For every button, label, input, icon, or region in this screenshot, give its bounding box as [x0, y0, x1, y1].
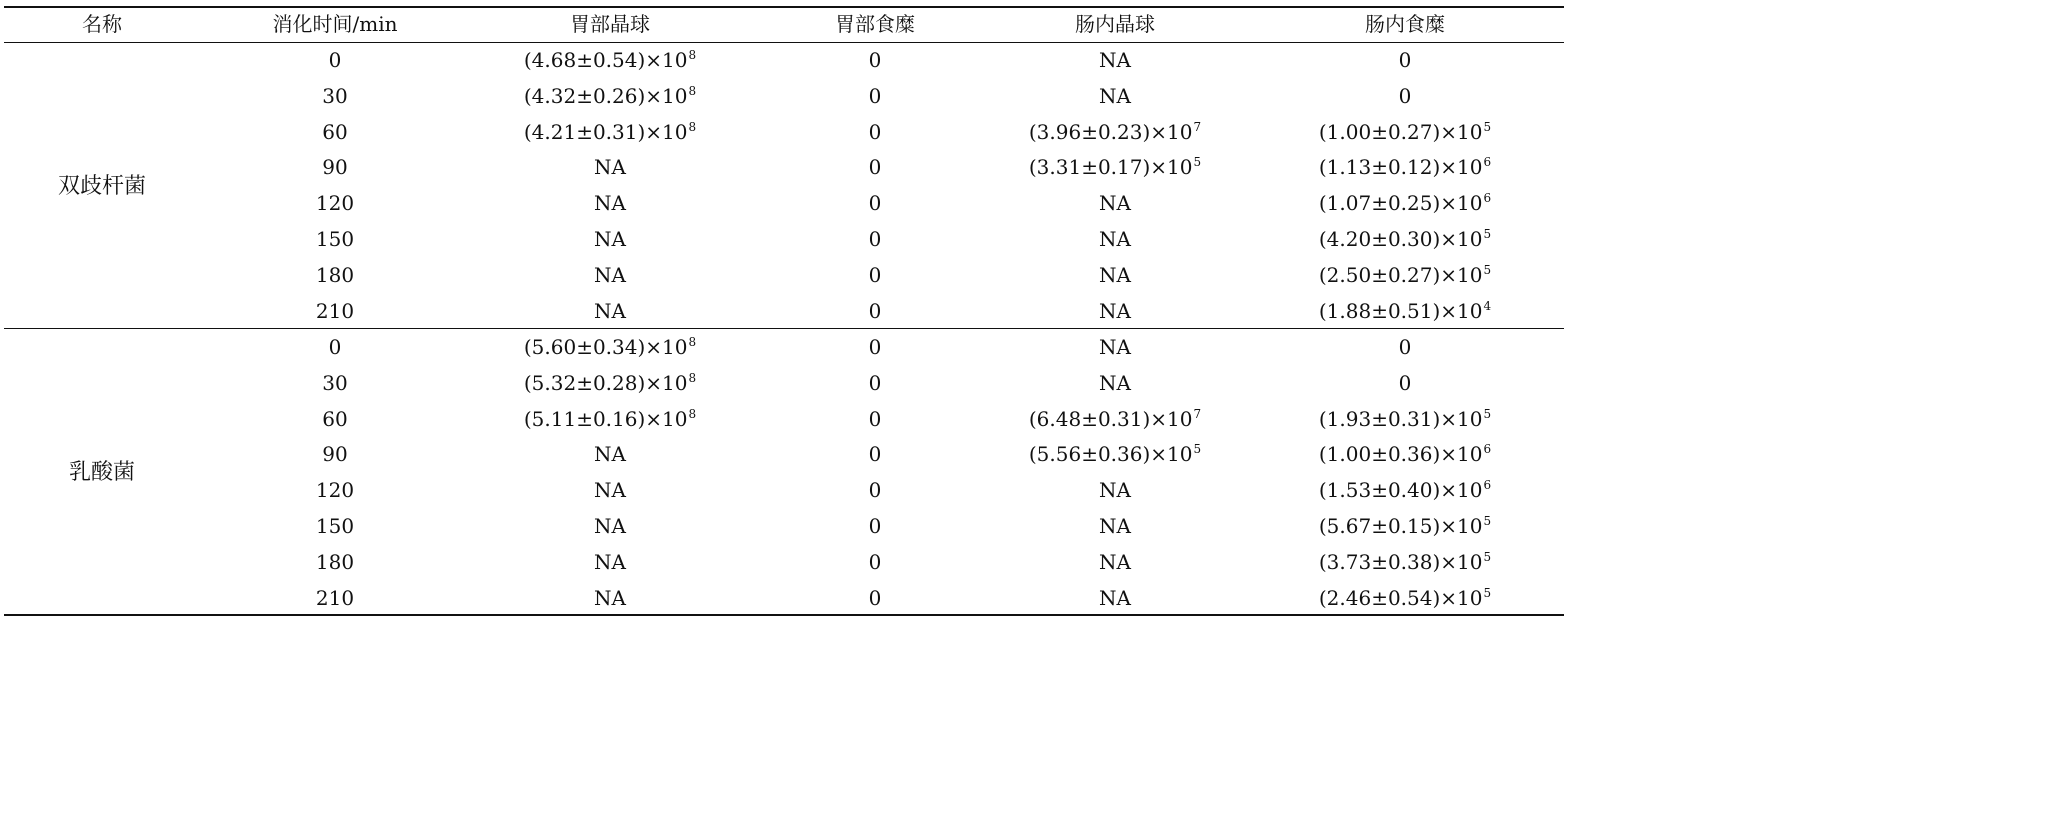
cell-value: (1.53±0.40)×10 [1318, 478, 1483, 502]
cell-exponent: 8 [688, 371, 697, 385]
cell-digestion-time: 0 [328, 48, 342, 72]
cell-exponent: 5 [1483, 550, 1492, 564]
cell-intestine-beads [985, 480, 1245, 500]
cell-value: 0 [1398, 48, 1412, 72]
cell-exponent: 7 [1193, 407, 1202, 421]
cell-value: (1.93±0.31)×10 [1318, 407, 1483, 431]
cell-intestine-chyme [1270, 480, 1540, 503]
cell-stomach-beads [480, 552, 740, 572]
cell-value: (5.67±0.15)×10 [1318, 514, 1483, 538]
cell-stomach-beads [480, 409, 740, 432]
cell-stomach-chyme [775, 86, 975, 106]
cell-value: (1.07±0.25)×10 [1318, 191, 1483, 215]
cell-value: NA [594, 586, 626, 610]
cell-stomach-beads [480, 50, 740, 73]
cell-intestine-chyme [1270, 552, 1540, 575]
cell-value: (5.32±0.28)×10 [523, 371, 688, 395]
cell-exponent: 5 [1483, 514, 1492, 528]
cell-value: NA [1099, 514, 1131, 538]
cell-digestion-time: 0 [328, 335, 342, 359]
cell-value: 0 [1398, 335, 1412, 359]
bottom-rule [4, 614, 1564, 616]
cell-value: NA [594, 550, 626, 574]
cell-value: (4.32±0.26)×10 [523, 84, 688, 108]
cell-value: NA [1099, 263, 1131, 287]
cell-value: 0 [868, 335, 882, 359]
cell-stomach-chyme [775, 301, 975, 321]
cell-value: NA [1099, 371, 1131, 395]
cell-value: 0 [1398, 371, 1412, 395]
cell-digestion-time: 90 [322, 155, 348, 179]
cell-digestion-time: 210 [315, 586, 355, 610]
cell-value: 0 [868, 478, 882, 502]
cell-value: (4.68±0.54)×10 [523, 48, 688, 72]
cell-exponent: 8 [688, 120, 697, 134]
cell-value: (5.56±0.36)×10 [1028, 442, 1193, 466]
cell-intestine-beads [985, 444, 1245, 467]
cell-intestine-chyme [1270, 373, 1540, 393]
cell-value: 0 [1398, 84, 1412, 108]
cell-intestine-chyme [1270, 588, 1540, 611]
cell-stomach-beads [480, 122, 740, 145]
cell-stomach-chyme [775, 265, 975, 285]
cell-value: (5.11±0.16)×10 [523, 407, 688, 431]
cell-stomach-chyme [775, 229, 975, 249]
cell-value: 0 [868, 299, 882, 323]
cell-digestion-time: 210 [315, 299, 355, 323]
cell-intestine-chyme [1270, 516, 1540, 539]
cell-value: NA [1099, 478, 1131, 502]
cell-value: 0 [868, 407, 882, 431]
cell-stomach-chyme [775, 444, 975, 464]
cell-stomach-chyme [775, 516, 975, 536]
cell-value: (6.48±0.31)×10 [1028, 407, 1193, 431]
cell-intestine-chyme [1270, 444, 1540, 467]
cell-digestion-time: 60 [322, 120, 348, 144]
cell-intestine-beads [985, 301, 1245, 321]
cell-intestine-beads [985, 193, 1245, 213]
cell-intestine-chyme [1270, 409, 1540, 432]
cell-value: NA [1099, 550, 1131, 574]
cell-stomach-beads [480, 480, 740, 500]
cell-exponent: 5 [1483, 120, 1492, 134]
cell-value: NA [1099, 48, 1131, 72]
cell-exponent: 4 [1483, 299, 1492, 313]
cell-intestine-chyme [1270, 229, 1540, 252]
cell-intestine-beads [985, 588, 1245, 608]
top-rule [4, 6, 1564, 8]
cell-value: NA [1099, 586, 1131, 610]
cell-stomach-beads [480, 157, 740, 177]
cell-stomach-beads [480, 193, 740, 213]
cell-value: (1.00±0.27)×10 [1318, 120, 1483, 144]
cell-exponent: 5 [1483, 407, 1492, 421]
cell-value: 0 [868, 550, 882, 574]
cell-value: (1.88±0.51)×10 [1318, 299, 1483, 323]
cell-value: NA [594, 478, 626, 502]
cell-value: 0 [868, 227, 882, 251]
cell-value: NA [594, 442, 626, 466]
cell-intestine-beads [985, 516, 1245, 536]
cell-stomach-beads [480, 337, 740, 360]
cell-intestine-beads [985, 552, 1245, 572]
cell-value: 0 [868, 586, 882, 610]
header-stomach-beads: 胃部晶球 [570, 12, 650, 36]
cell-stomach-beads [480, 229, 740, 249]
cell-intestine-beads [985, 50, 1245, 70]
cell-value: (3.31±0.17)×10 [1028, 155, 1193, 179]
cell-intestine-beads [985, 337, 1245, 357]
cell-digestion-time: 150 [315, 514, 355, 538]
cell-exponent: 6 [1483, 191, 1492, 205]
cell-value: NA [594, 155, 626, 179]
cell-value: (2.46±0.54)×10 [1318, 586, 1483, 610]
cell-value: 0 [868, 371, 882, 395]
cell-value: NA [594, 191, 626, 215]
cell-stomach-beads [480, 588, 740, 608]
cell-stomach-beads [480, 86, 740, 109]
cell-stomach-beads [480, 373, 740, 396]
cell-digestion-time: 90 [322, 442, 348, 466]
cell-value: NA [1099, 227, 1131, 251]
header-intestine-chyme: 肠内食糜 [1365, 12, 1445, 36]
cell-intestine-chyme [1270, 122, 1540, 145]
cell-value: 0 [868, 442, 882, 466]
cell-intestine-beads [985, 86, 1245, 106]
cell-stomach-chyme [775, 337, 975, 357]
cell-value: (1.00±0.36)×10 [1318, 442, 1483, 466]
cell-stomach-chyme [775, 373, 975, 393]
cell-value: NA [594, 299, 626, 323]
cell-exponent: 6 [1483, 155, 1492, 169]
cell-value: (4.21±0.31)×10 [523, 120, 688, 144]
cell-stomach-chyme [775, 122, 975, 142]
cell-stomach-beads [480, 516, 740, 536]
group-divider-rule [4, 328, 1564, 329]
cell-value: 0 [868, 48, 882, 72]
cell-stomach-beads [480, 444, 740, 464]
cell-digestion-time: 60 [322, 407, 348, 431]
cell-stomach-beads [480, 301, 740, 321]
header-digestion-time: 消化时间/min [272, 12, 398, 36]
cell-value: NA [594, 514, 626, 538]
cell-stomach-chyme [775, 50, 975, 70]
cell-value: (4.20±0.30)×10 [1318, 227, 1483, 251]
cell-intestine-chyme [1270, 50, 1540, 70]
cell-digestion-time: 120 [315, 191, 355, 215]
group-label: 乳酸菌 [68, 460, 135, 485]
group-label: 双歧杆菌 [57, 174, 146, 199]
cell-intestine-beads [985, 409, 1245, 432]
cell-intestine-chyme [1270, 265, 1540, 288]
cell-exponent: 5 [1193, 442, 1202, 456]
cell-stomach-chyme [775, 552, 975, 572]
cell-intestine-chyme [1270, 86, 1540, 106]
cell-value: NA [1099, 191, 1131, 215]
cell-value: 0 [868, 514, 882, 538]
cell-exponent: 8 [688, 84, 697, 98]
cell-stomach-chyme [775, 480, 975, 500]
cell-digestion-time: 180 [315, 263, 355, 287]
cell-intestine-beads [985, 373, 1245, 393]
cell-value: (1.13±0.12)×10 [1318, 155, 1483, 179]
header-intestine-beads: 肠内晶球 [1075, 12, 1155, 36]
cell-intestine-chyme [1270, 337, 1540, 357]
cell-exponent: 5 [1193, 155, 1202, 169]
cell-exponent: 5 [1483, 586, 1492, 600]
cell-value: (3.96±0.23)×10 [1028, 120, 1193, 144]
cell-value: NA [1099, 335, 1131, 359]
cell-stomach-chyme [775, 157, 975, 177]
cell-exponent: 6 [1483, 442, 1492, 456]
cell-intestine-chyme [1270, 193, 1540, 216]
header-rule [4, 42, 1564, 43]
cell-digestion-time: 120 [315, 478, 355, 502]
cell-intestine-beads [985, 229, 1245, 249]
cell-exponent: 8 [688, 48, 697, 62]
cell-stomach-beads [480, 265, 740, 285]
cell-digestion-time: 150 [315, 227, 355, 251]
cell-value: NA [594, 227, 626, 251]
cell-exponent: 8 [688, 407, 697, 421]
cell-intestine-beads [985, 122, 1245, 145]
cell-value: 0 [868, 120, 882, 144]
cell-digestion-time: 30 [322, 84, 348, 108]
cell-intestine-beads [985, 265, 1245, 285]
cell-intestine-chyme [1270, 157, 1540, 180]
cell-exponent: 6 [1483, 478, 1492, 492]
header-name: 名称 [82, 12, 122, 36]
cell-value: NA [1099, 84, 1131, 108]
cell-value: 0 [868, 155, 882, 179]
cell-stomach-chyme [775, 588, 975, 608]
cell-value: 0 [868, 263, 882, 287]
cell-exponent: 5 [1483, 227, 1492, 241]
cell-digestion-time: 180 [315, 550, 355, 574]
cell-digestion-time: 30 [322, 371, 348, 395]
cell-intestine-chyme [1270, 301, 1540, 324]
header-stomach-chyme: 胃部食糜 [835, 12, 915, 36]
cell-exponent: 7 [1193, 120, 1202, 134]
cell-value: (3.73±0.38)×10 [1318, 550, 1483, 574]
cell-exponent: 5 [1483, 263, 1492, 277]
cell-value: (5.60±0.34)×10 [523, 335, 688, 359]
cell-value: NA [1099, 299, 1131, 323]
cell-value: (2.50±0.27)×10 [1318, 263, 1483, 287]
cell-stomach-chyme [775, 409, 975, 429]
cell-value: NA [594, 263, 626, 287]
cell-stomach-chyme [775, 193, 975, 213]
cell-value: 0 [868, 191, 882, 215]
cell-intestine-beads [985, 157, 1245, 180]
cell-exponent: 8 [688, 335, 697, 349]
cell-value: 0 [868, 84, 882, 108]
